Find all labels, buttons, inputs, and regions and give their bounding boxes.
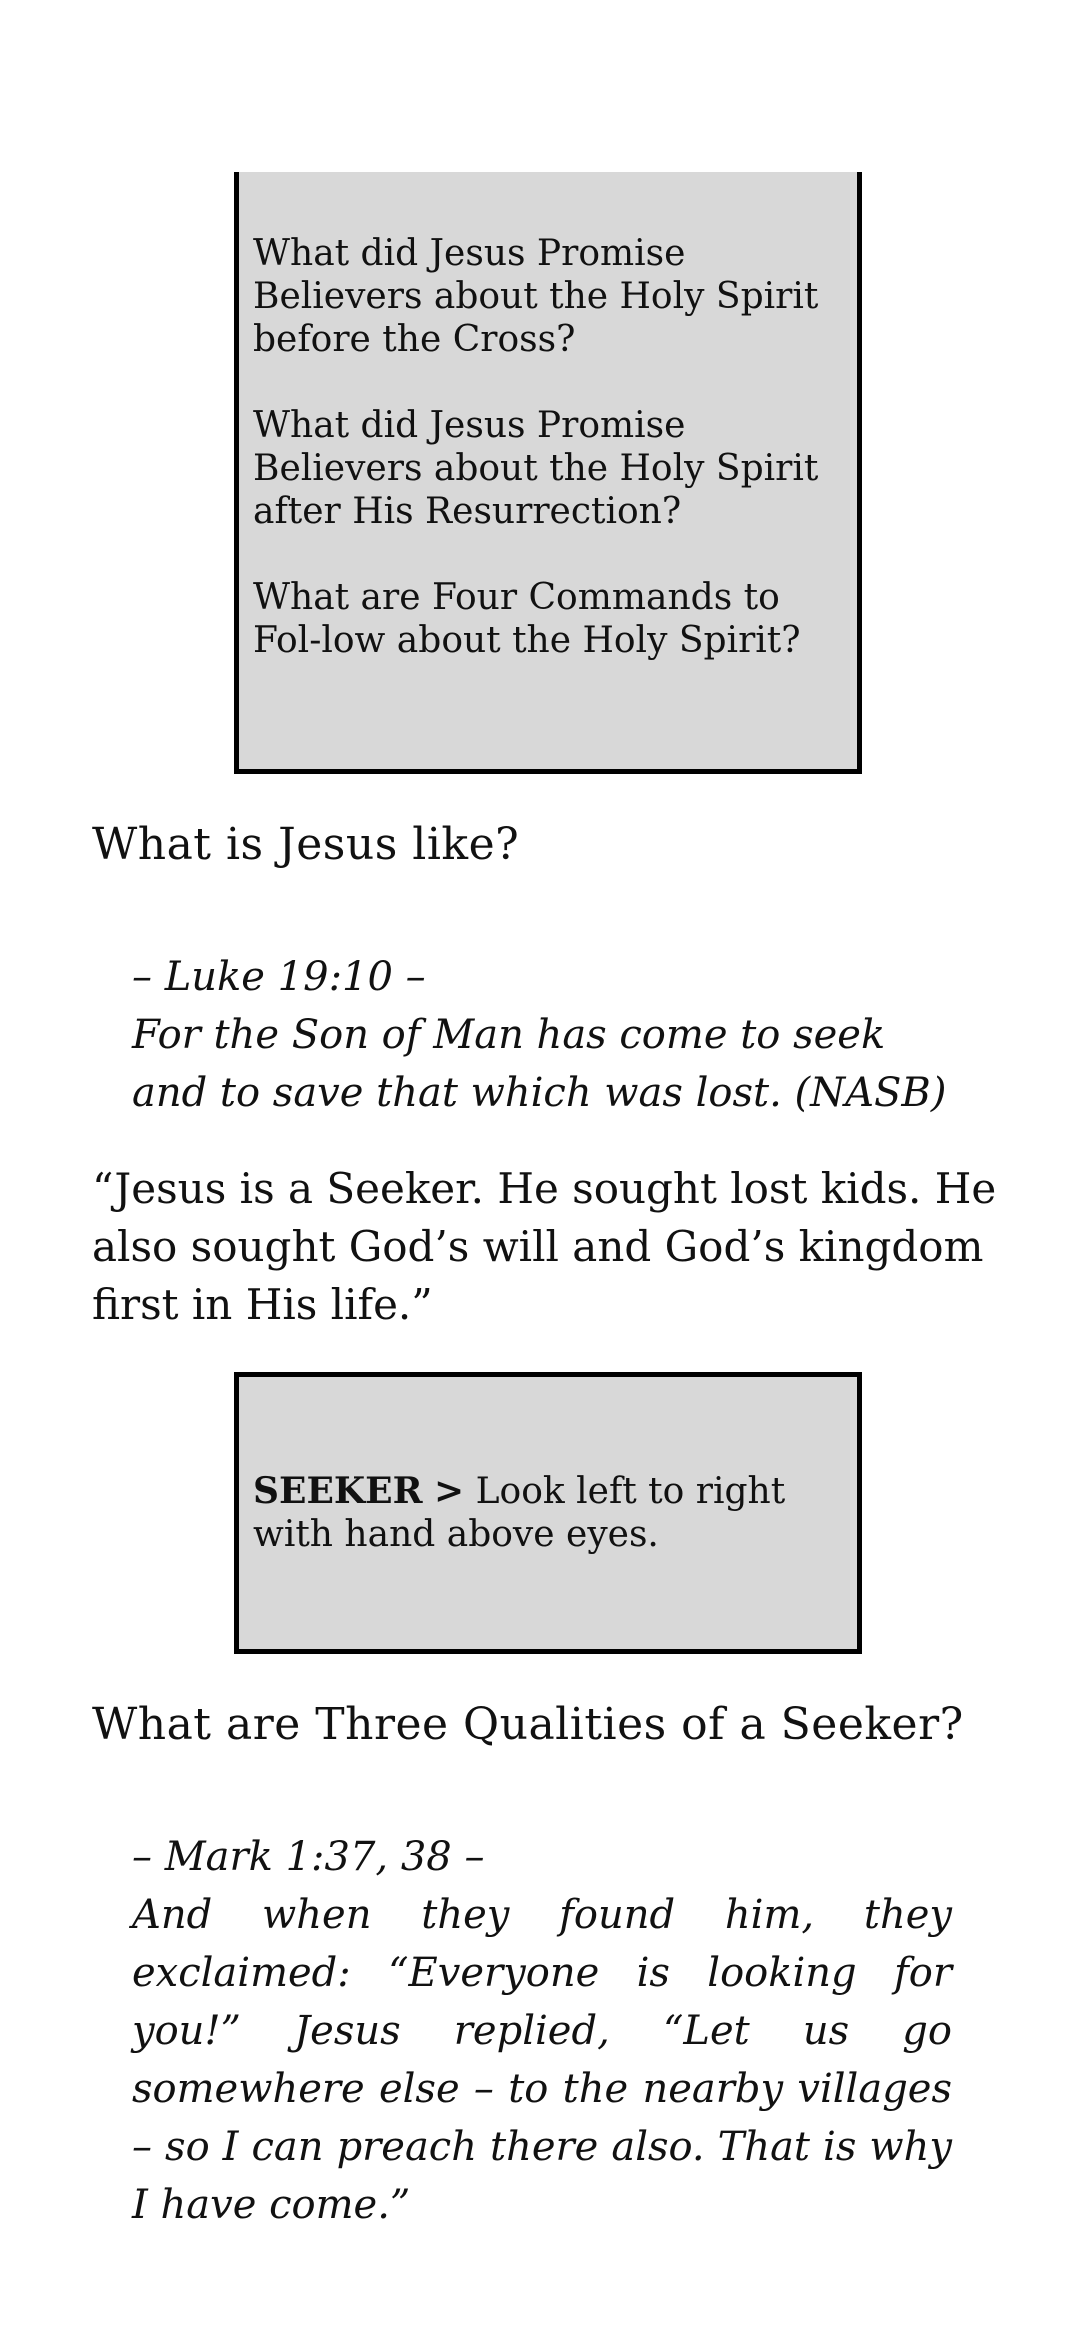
verse-text: For the Son of Man has come to seek and to save that which was lost. (NASB) — [132, 1012, 947, 1116]
arrow-symbol: > — [433, 1470, 465, 1512]
verse-text: And when they found him, they exclaimed: “Everyone is looking for you!” Jesus replied, “Let us go somewhere else – to the nearby villages – so I can preach there also. That is why I have come.” — [132, 1892, 952, 2228]
seeker-keyword: SEEKER — [253, 1470, 423, 1512]
seeker-paragraph: “Jesus is a Seeker. He sought lost kids. He also sought God’s will and God’s kingdom first in His life.” — [92, 1164, 997, 1329]
question-before-cross: What did Jesus Promise Believers about the Holy Spirit before the Cross? — [253, 233, 819, 360]
section-heading-jesus-like: What is Jesus like? — [92, 819, 520, 870]
section-heading-seeker-qualities: What are Three Qualities of a Seeker? — [92, 1699, 964, 1750]
scripture-quote-luke — [132, 948, 952, 1122]
verse-reference: – Mark 1:37, 38 – — [132, 1834, 485, 1880]
questions-box — [234, 172, 862, 774]
verse-reference: – Luke 19:10 – — [132, 954, 426, 1000]
seeker-instruction-text: Look left to right with hand above eyes. — [253, 1471, 786, 1555]
scripture-quote-mark — [132, 1828, 952, 2234]
question-after-resurrection: What did Jesus Promise Believers about the Holy Spirit after His Resurrection? — [253, 405, 819, 532]
seeker-instruction — [253, 1470, 843, 1556]
seeker-action-box — [234, 1372, 862, 1654]
question-four-commands: What are Four Commands to Fol-low about the Holy Spirit? — [253, 577, 801, 661]
